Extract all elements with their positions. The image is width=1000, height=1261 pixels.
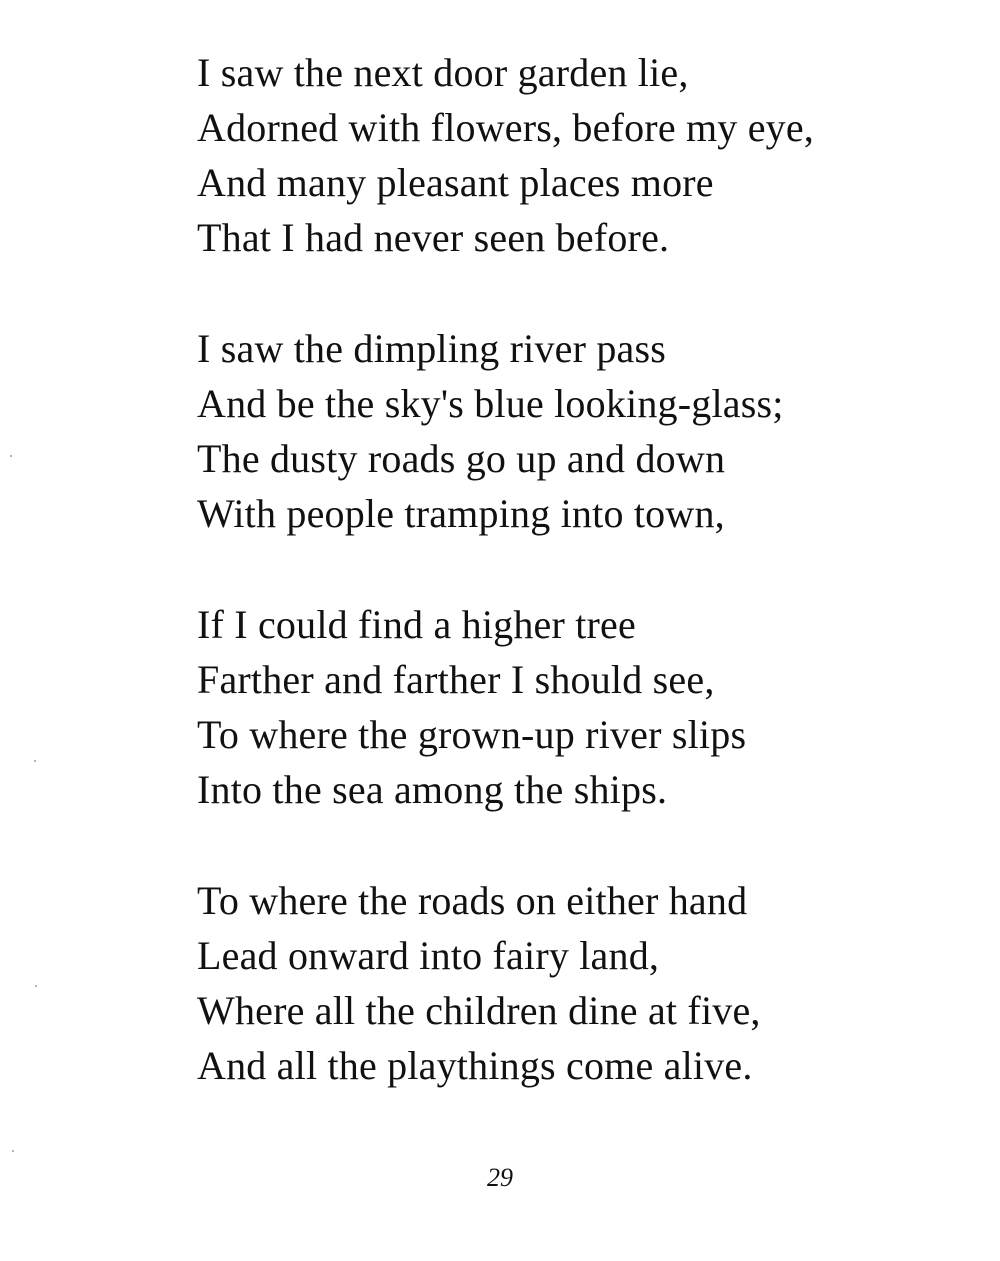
stanza-1 [197,45,897,265]
poem-line: The dusty roads go up and down [197,436,726,481]
poem-line: If I could find a higher tree [197,602,636,647]
margin-speck [35,985,37,987]
poem-line: Adorned with flowers, before my eye, [197,105,815,150]
page-number: 29 [487,1163,513,1192]
margin-speck [10,455,12,457]
poem-line: To where the grown-up river slips [197,712,747,757]
poem-line: Lead onward into fairy land, [197,933,660,978]
poem-line: And many pleasant places more [197,160,714,205]
poem-line: Farther and farther I should see, [197,657,715,702]
poem-line: And be the sky's blue looking-glass; [197,381,784,426]
poem-line: And all the playthings come alive. [197,1043,753,1088]
poem-body [197,45,897,1149]
poem-line: Into the sea among the ships. [197,767,668,812]
stanza-3 [197,597,897,817]
margin-speck [34,760,36,762]
margin-speck [12,1150,14,1152]
poem-line: That I had never seen before. [197,215,670,260]
poem-line: I saw the dimpling river pass [197,326,667,371]
stanza-4 [197,873,897,1093]
stanza-2 [197,321,897,541]
poem-line: With people tramping into town, [197,491,725,536]
poem-line: Where all the children dine at five, [197,988,761,1033]
poem-line: To where the roads on either hand [197,878,748,923]
poem-line: I saw the next door garden lie, [197,50,689,95]
